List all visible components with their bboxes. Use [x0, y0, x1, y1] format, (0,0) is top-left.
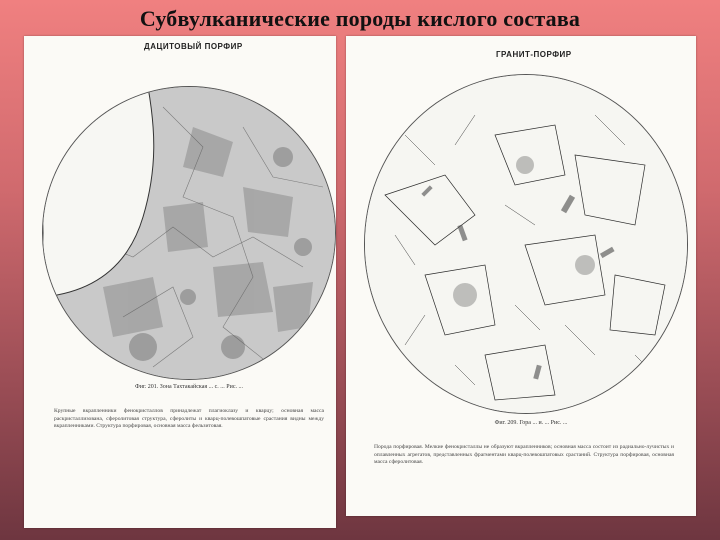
- right-figure-caption: Фиг. 209. Гора ... и. ... Рис. ...: [494, 420, 568, 426]
- left-page-heading: ДАЦИТОВЫЙ ПОРФИР: [144, 42, 243, 51]
- left-micrograph: [42, 86, 336, 380]
- left-description: Крупные вкрапленники фенокристаллов принадлежат плагиоклазу и кварцу; основная масса раскристаллизована, сферолитовая структура, сферолиты и кварц-полевошпатовые срастания видны между вкрапленниками. Структура порфировая, основная масса фельзитовая.: [54, 408, 324, 430]
- right-micrograph-image: [365, 75, 687, 413]
- right-page: [346, 36, 696, 516]
- right-page-heading: ГРАНИТ-ПОРФИР: [496, 50, 572, 59]
- left-page: [24, 36, 336, 528]
- left-figure-caption: Фиг. 201. Зона Тахтакайская ... с. ... Рис. ...: [135, 384, 243, 390]
- slide-title: Субвулканические породы кислого состава: [139, 6, 581, 31]
- left-micrograph-image: [43, 87, 335, 379]
- right-description: Порода порфировая. Мелкие фенокристаллы не образуют вкрапленников; основная масса состоит из радиально-лучистых и оплавленных агрегатов, представленных фрагментами кварц-полевошпатовых срастаний. Структура порфировая, основная масса сферолитовая.: [374, 444, 674, 466]
- right-micrograph: [364, 74, 688, 414]
